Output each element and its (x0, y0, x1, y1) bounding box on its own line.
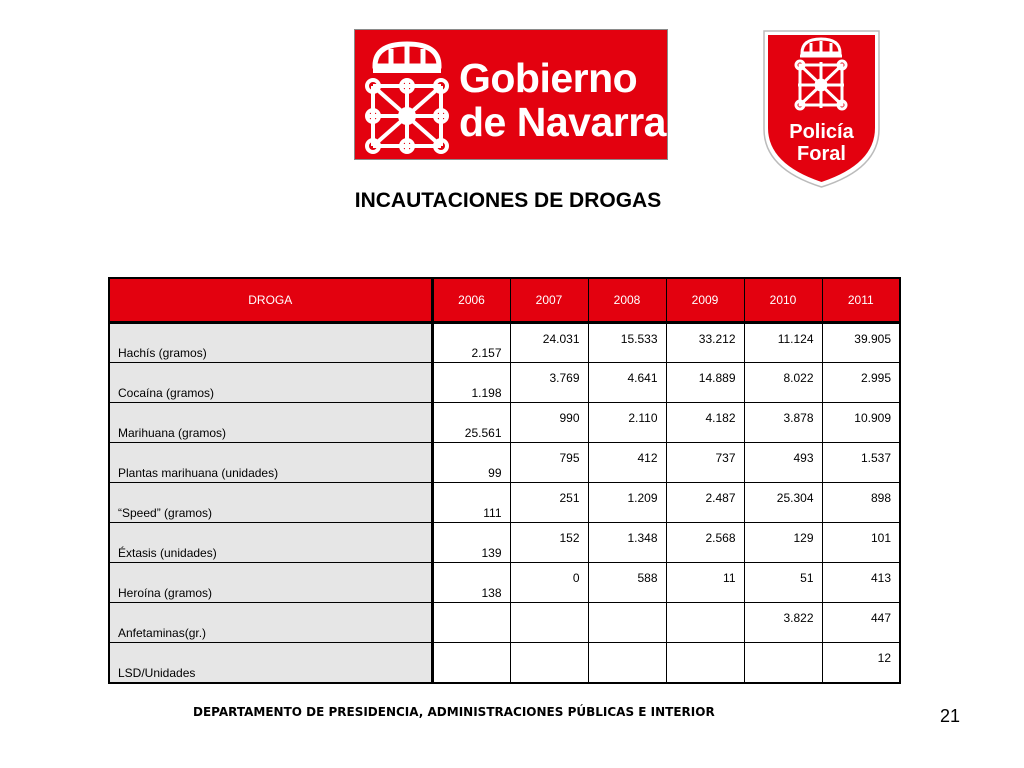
value-cell-2007 (510, 603, 588, 643)
table-header-row (109, 278, 900, 323)
value-cell-2006: 99 (432, 443, 510, 483)
drug-seizures-table (108, 277, 901, 684)
gobierno-logo-line1: Gobierno (459, 54, 638, 101)
header-2006: 2006 (432, 278, 510, 323)
header-2011: 2011 (822, 278, 900, 323)
table-row (109, 483, 900, 523)
value-cell-2006: 25.561 (432, 403, 510, 443)
drug-name-cell: “Speed” (gramos) (109, 483, 432, 523)
value-cell-2010: 8.022 (744, 363, 822, 403)
drug-name-cell: Plantas marihuana (unidades) (109, 443, 432, 483)
table-row (109, 443, 900, 483)
value-cell-2006: 139 (432, 523, 510, 563)
value-cell-2010: 25.304 (744, 483, 822, 523)
value-cell-2009: 737 (666, 443, 744, 483)
value-cell-2006: 138 (432, 563, 510, 603)
value-cell-2006: 2.157 (432, 323, 510, 363)
table-body (109, 323, 900, 684)
value-cell-2009: 4.182 (666, 403, 744, 443)
value-cell-2008 (588, 603, 666, 643)
value-cell-2009: 14.889 (666, 363, 744, 403)
table-row (109, 323, 900, 363)
value-cell-2008 (588, 643, 666, 683)
value-cell-2011: 101 (822, 523, 900, 563)
table-row (109, 603, 900, 643)
value-cell-2007: 0 (510, 563, 588, 603)
value-cell-2008: 2.110 (588, 403, 666, 443)
drug-name-cell: Heroína (gramos) (109, 563, 432, 603)
policia-logo-line1: Policía (789, 121, 854, 143)
value-cell-2007: 795 (510, 443, 588, 483)
drug-name-cell: Anfetaminas(gr.) (109, 603, 432, 643)
navarra-coat-of-arms-icon (361, 36, 453, 154)
value-cell-2011: 413 (822, 563, 900, 603)
drug-name-cell: Hachís (gramos) (109, 323, 432, 363)
value-cell-2008: 1.348 (588, 523, 666, 563)
value-cell-2007: 3.769 (510, 363, 588, 403)
value-cell-2010 (744, 643, 822, 683)
value-cell-2009 (666, 603, 744, 643)
drug-name-cell: Marihuana (gramos) (109, 403, 432, 443)
header-2010: 2010 (744, 278, 822, 323)
value-cell-2006: 111 (432, 483, 510, 523)
value-cell-2009: 11 (666, 563, 744, 603)
value-cell-2011: 39.905 (822, 323, 900, 363)
table-row (109, 563, 900, 603)
value-cell-2008: 1.209 (588, 483, 666, 523)
value-cell-2007: 24.031 (510, 323, 588, 363)
value-cell-2010: 129 (744, 523, 822, 563)
value-cell-2010: 51 (744, 563, 822, 603)
footer-department: DEPARTAMENTO DE PRESIDENCIA, ADMINISTRACIONES PÚBLICAS E INTERIOR (193, 705, 715, 719)
gobierno-logo-text (459, 56, 666, 144)
value-cell-2010: 11.124 (744, 323, 822, 363)
page-number: 21 (939, 706, 960, 726)
value-cell-2008: 15.533 (588, 323, 666, 363)
value-cell-2007: 152 (510, 523, 588, 563)
value-cell-2009: 2.568 (666, 523, 744, 563)
gobierno-de-navarra-logo (354, 29, 668, 160)
value-cell-2011: 447 (822, 603, 900, 643)
value-cell-2009: 33.212 (666, 323, 744, 363)
value-cell-2006: 1.198 (432, 363, 510, 403)
drug-name-cell: Éxtasis (unidades) (109, 523, 432, 563)
header-droga: DROGA (109, 278, 432, 323)
value-cell-2008: 4.641 (588, 363, 666, 403)
table-row (109, 523, 900, 563)
value-cell-2009: 2.487 (666, 483, 744, 523)
drug-name-cell: LSD/Unidades (109, 643, 432, 683)
value-cell-2009 (666, 643, 744, 683)
value-cell-2010: 3.878 (744, 403, 822, 443)
value-cell-2008: 412 (588, 443, 666, 483)
value-cell-2006 (432, 603, 510, 643)
page-title: INCAUTACIONES DE DROGAS (354, 189, 662, 212)
value-cell-2011: 898 (822, 483, 900, 523)
value-cell-2011: 2.995 (822, 363, 900, 403)
value-cell-2007: 251 (510, 483, 588, 523)
table-row (109, 363, 900, 403)
policia-logo-line2: Foral (797, 143, 846, 165)
table-row (109, 403, 900, 443)
value-cell-2008: 588 (588, 563, 666, 603)
value-cell-2011: 10.909 (822, 403, 900, 443)
header-2008: 2008 (588, 278, 666, 323)
header-2009: 2009 (666, 278, 744, 323)
policia-foral-shield-icon (762, 29, 881, 189)
value-cell-2006 (432, 643, 510, 683)
value-cell-2010: 3.822 (744, 603, 822, 643)
drug-name-cell: Cocaína (gramos) (109, 363, 432, 403)
value-cell-2011: 12 (822, 643, 900, 683)
value-cell-2007 (510, 643, 588, 683)
header-2007: 2007 (510, 278, 588, 323)
policia-foral-logo (762, 29, 881, 189)
value-cell-2007: 990 (510, 403, 588, 443)
value-cell-2011: 1.537 (822, 443, 900, 483)
policia-foral-logo-text (762, 121, 881, 165)
gobierno-logo-line2: de Navarra (459, 98, 666, 145)
table-row (109, 643, 900, 683)
value-cell-2010: 493 (744, 443, 822, 483)
